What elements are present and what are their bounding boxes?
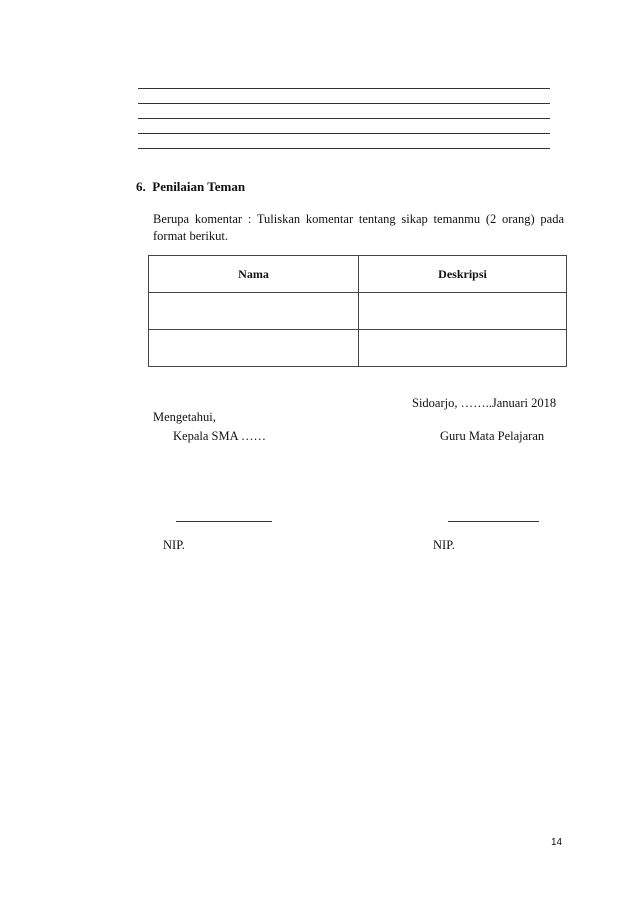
page-number: 14 <box>551 837 563 848</box>
section-number: 6. <box>136 179 146 194</box>
principal-nip: NIP. <box>163 538 185 552</box>
table-cell-description <box>359 293 567 330</box>
section-title: Penilaian Teman <box>152 179 246 194</box>
answer-line-5 <box>138 148 550 149</box>
answer-line-3 <box>138 118 550 119</box>
table-row <box>149 330 567 367</box>
teacher-signature-line <box>448 521 539 522</box>
header-deskripsi: Deskripsi <box>359 256 567 293</box>
answer-line-4 <box>138 133 550 134</box>
principal-signature-line <box>176 521 272 522</box>
header-nama: Nama <box>149 256 359 293</box>
answer-line-2 <box>138 103 550 104</box>
teacher-title: Guru Mata Pelajaran <box>440 429 545 443</box>
table-header-row <box>149 256 567 293</box>
section-heading <box>136 179 245 195</box>
principal-title: Kepala SMA …… <box>173 429 267 443</box>
table-row <box>149 293 567 330</box>
instruction-text: Berupa komentar : Tuliskan komentar tentang sikap temanmu (2 orang) pada format berikut. <box>153 212 564 243</box>
answer-line-1 <box>138 88 550 89</box>
teacher-nip: NIP. <box>433 538 455 552</box>
peer-assessment-table <box>148 255 567 367</box>
table-cell-name <box>149 293 359 330</box>
place-date: Sidoarjo, ……..Januari 2018 <box>412 396 557 410</box>
acknowledged-label: Mengetahui, <box>153 410 216 424</box>
table-cell-description <box>359 330 567 367</box>
table-cell-name <box>149 330 359 367</box>
